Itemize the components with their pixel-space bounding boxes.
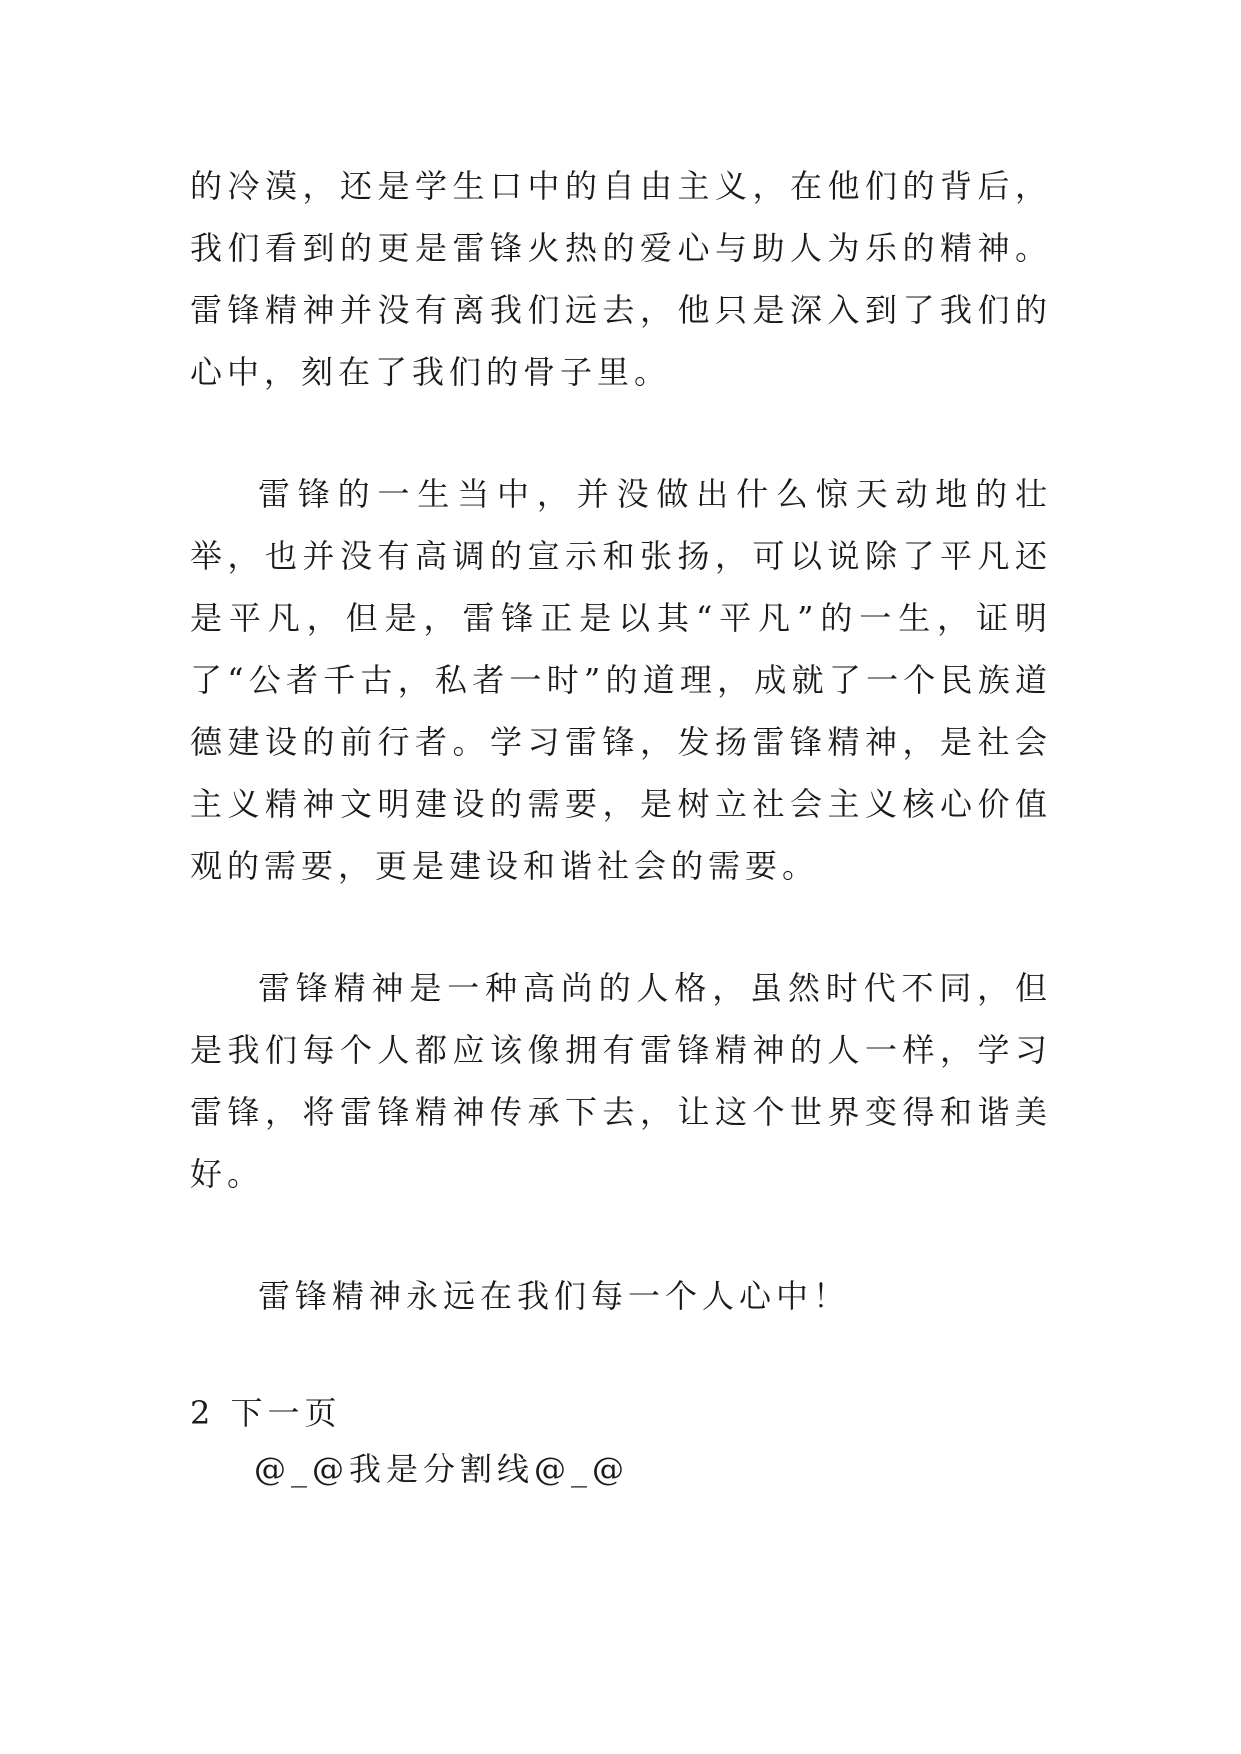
paragraph-leifeng-life: 雷锋的一生当中，并没做出什么惊天动地的壮举，也并没有高调的宣示和张扬，可以说除了平凡还是平凡，但是，雷锋正是以其“平凡”的一生，证明了“公者千古，私者一时”的道理，成就了一个民族道德建设的前行者。学习雷锋，发扬雷锋精神，是社会主义精神文明建设的需要，是树立社会主义核心价值观的需要，更是建设和谐社会的需要。 (190, 475, 1052, 885)
paragraph-continuation: 的冷漠，还是学生口中的自由主义，在他们的背后，我们看到的更是雷锋火热的爱心与助人为乐的精神。雷锋精神并没有离我们远去，他只是深入到了我们的心中，刻在了我们的骨子里。 (190, 167, 1052, 391)
document-body (190, 155, 1052, 1497)
separator-line: @_@我是分割线@_@ (254, 1450, 630, 1488)
paragraph-closing: 雷锋精神永远在我们每一个人心中！ (258, 1277, 851, 1315)
paragraph-leifeng-spirit: 雷锋精神是一种高尚的人格，虽然时代不同，但是我们每个人都应该像拥有雷锋精神的人一样，学习雷锋，将雷锋精神传承下去，让这个世界变得和谐美好。 (190, 969, 1052, 1193)
page-navigation-link[interactable]: 2 下一页 (190, 1394, 342, 1432)
